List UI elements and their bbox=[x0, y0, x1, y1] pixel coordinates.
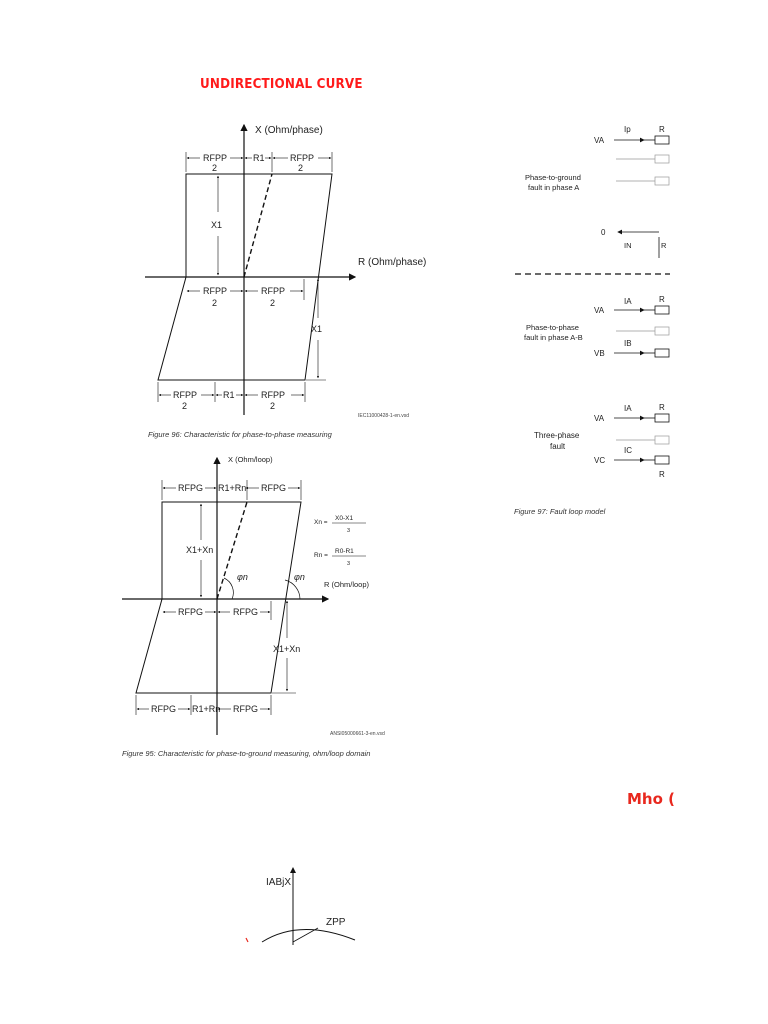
fig96-two-mid-right: 2 bbox=[270, 298, 276, 308]
fig97-in: IN bbox=[624, 241, 632, 250]
fig97-va-3: VA bbox=[594, 414, 605, 423]
fig97-ip: Ip bbox=[624, 125, 631, 134]
fig97-va-1: VA bbox=[594, 136, 605, 145]
fig96-x-axis-label: X (Ohm/phase) bbox=[255, 125, 323, 136]
fig96-x1-left: X1 bbox=[211, 220, 223, 230]
fig97-vc: VC bbox=[594, 456, 606, 465]
fig97-zero: 0 bbox=[601, 228, 606, 237]
fig95-rfpg-mid-left: RFPG bbox=[178, 607, 204, 617]
fig95-r1rn-bottom: R1+Rn bbox=[192, 704, 221, 714]
fig95-rfpg-bottom-left: RFPG bbox=[151, 704, 177, 714]
fig96-r1-top: R1 bbox=[253, 153, 265, 163]
fig95-rfpg-mid-right: RFPG bbox=[233, 607, 259, 617]
fig97-vb: VB bbox=[594, 349, 605, 358]
fig97-r-4: R bbox=[659, 403, 665, 412]
fig95-caption: Figure 95: Characteristic for phase-to-ground measuring, ohm/loop domain bbox=[122, 749, 371, 758]
fig95-r-axis-label: R (Ohm/loop) bbox=[324, 580, 370, 589]
fig97-r-3: R bbox=[659, 295, 665, 304]
fig96-file-id: IEC11000428-1-en.vsd bbox=[358, 413, 410, 419]
fig95-x1xn-right: X1+Xn bbox=[273, 644, 301, 654]
fig97-pp-fault-2: fault in phase A-B bbox=[524, 333, 583, 342]
fig95-r1rn-top: R1+Rn bbox=[218, 483, 247, 493]
page-title: UNDIRECTIONAL CURVE bbox=[200, 77, 363, 92]
fig96-x1-right: X1 bbox=[311, 324, 323, 334]
fig95-rfpg-top-left: RFPG bbox=[178, 483, 204, 493]
fig96-rfpp-bottom-right: RFPP bbox=[261, 390, 286, 400]
fig96-two-mid-left: 2 bbox=[212, 298, 218, 308]
fig97-pg-fault-1: Phase-to-ground bbox=[525, 173, 581, 182]
fig95-xn-lhs: Xn = bbox=[314, 519, 328, 526]
fig97-pp-fault-1: Phase-to-phase bbox=[526, 323, 579, 332]
fig96-two-top-left: 2 bbox=[212, 163, 218, 173]
fig95-file-id: ANSI05000661-3-en.vsd bbox=[330, 731, 385, 737]
fig95-phi-n-outer: φn bbox=[294, 572, 305, 582]
fig96-two-bottom-left: 2 bbox=[182, 401, 188, 411]
fig96-two-top-right: 2 bbox=[298, 163, 304, 173]
fig97-r-5: R bbox=[659, 470, 665, 479]
fig96-rfpp-top-right: RFPP bbox=[290, 153, 315, 163]
mho-axis-label: IABjX bbox=[266, 877, 292, 888]
fig95-phi-n-inner: φn bbox=[237, 572, 248, 582]
fig97-ic: IC bbox=[624, 446, 632, 455]
fig95-rn-denom: 3 bbox=[347, 561, 351, 567]
fig97-tp-fault-2: fault bbox=[550, 442, 566, 451]
fig95-rn-num: R0-R1 bbox=[335, 548, 354, 555]
fig97-r-1: R bbox=[659, 125, 665, 134]
fig97-ia-2: IA bbox=[624, 404, 632, 413]
fig96-rfpp-mid-left: RFPP bbox=[203, 286, 228, 296]
fig96-r-axis-label: R (Ohm/phase) bbox=[358, 257, 427, 268]
fig95-rn-lhs: Rn = bbox=[314, 552, 328, 559]
fig95-x-axis-label: X (Ohm/loop) bbox=[228, 455, 273, 464]
fig95-rfpg-bottom-right: RFPG bbox=[233, 704, 259, 714]
fig97-va-2: VA bbox=[594, 306, 605, 315]
mho-title: Mho ( bbox=[627, 790, 675, 808]
fig96-rfpp-bottom-left: RFPP bbox=[173, 390, 198, 400]
fig95-xn-denom: 3 bbox=[347, 528, 351, 534]
fig96-rfpp-mid-right: RFPP bbox=[261, 286, 286, 296]
fig95-x1xn-left: X1+Xn bbox=[186, 545, 214, 555]
fig97-pg-fault-2: fault in phase A bbox=[528, 183, 580, 192]
fig97-ib: IB bbox=[624, 339, 632, 348]
fig97-caption: Figure 97: Fault loop model bbox=[514, 507, 606, 516]
fig96-r1-bottom: R1 bbox=[223, 390, 235, 400]
fig96-caption: Figure 96: Characteristic for phase-to-phase measuring bbox=[148, 430, 332, 439]
fig95-rfpg-top-right: RFPG bbox=[261, 483, 287, 493]
fig97-r-2: R bbox=[661, 241, 667, 250]
fig97-tp-fault-1: Three-phase bbox=[534, 431, 580, 440]
fig96-rfpp-top-left: RFPP bbox=[203, 153, 228, 163]
fig95-xn-num: X0-X1 bbox=[335, 515, 354, 522]
fig96-two-bottom-right: 2 bbox=[270, 401, 276, 411]
fig97-ia-1: IA bbox=[624, 297, 632, 306]
mho-zpp-label: ZPP bbox=[326, 917, 346, 928]
